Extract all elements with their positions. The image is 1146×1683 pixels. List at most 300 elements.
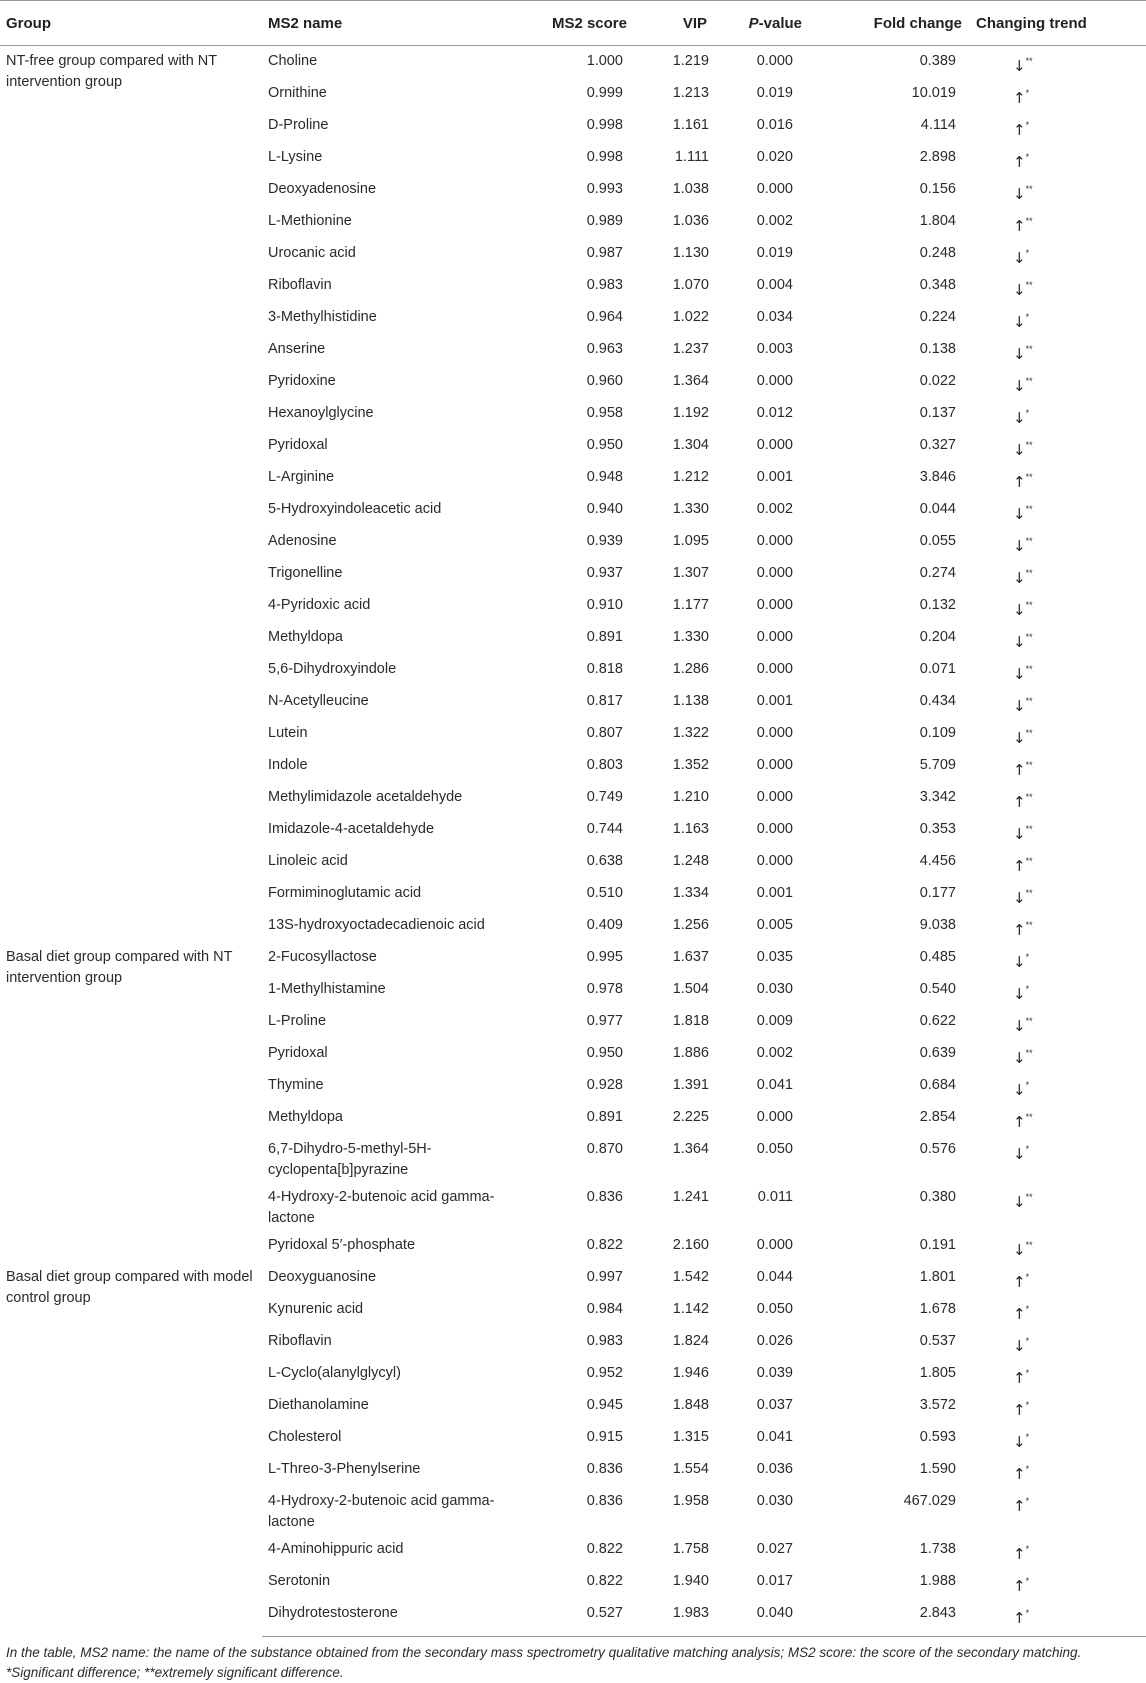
arrow-down-icon: ↓ [1013,1049,1026,1067]
fold-change-cell: 4.114 [920,117,956,133]
footnote-significance: *Significant difference; **extremely significant difference. [6,1665,344,1680]
ms2-name-cell: Trigonelline [268,565,343,581]
vip-cell: 1.940 [672,1573,709,1589]
changing-trend-cell [976,1598,1146,1637]
changing-trend-cell [976,238,1146,270]
ms2-score-cell: 0.995 [586,949,623,965]
p-value-cell: 0.001 [756,885,793,901]
table-row [0,46,1146,79]
fold-change-cell: 0.177 [919,885,956,901]
changing-trend-cell [976,846,1146,878]
vip-cell: 1.886 [672,1045,709,1061]
ms2-name-cell: Pyridoxal [268,437,328,453]
arrow-down-icon: ↓ [1013,1193,1026,1211]
significance-marker: * [1025,1576,1030,1586]
significance-marker: ** [1025,696,1033,706]
ms2-score-cell: 0.983 [586,1333,623,1349]
arrow-down-icon: ↓ [1013,729,1026,747]
ms2-name-cell: 3-Methylhistidine [268,309,377,325]
arrow-down-icon: ↓ [1013,633,1026,651]
ms2-name-cell: Kynurenic acid [268,1301,364,1317]
fold-change-cell: 0.138 [919,341,956,357]
ms2-score-cell: 0.409 [586,917,623,933]
arrow-up-icon: ↑ [1013,1113,1026,1131]
arrow-up-icon: ↑ [1013,1497,1026,1515]
fold-change-cell: 0.137 [919,405,956,421]
vip-cell: 1.364 [672,1141,709,1157]
fold-change-cell: 1.805 [919,1365,956,1381]
fold-change-cell: 3.342 [919,789,956,805]
changing-trend-cell [976,142,1146,174]
significance-marker: * [1025,1400,1030,1410]
significance-marker: * [1025,1496,1030,1506]
ms2-score-cell: 0.998 [586,117,623,133]
fold-change-cell: 0.576 [919,1141,956,1157]
ms2-name-cell: L-Arginine [268,469,335,485]
vip-cell: 1.248 [672,853,709,869]
vip-cell: 1.213 [672,85,709,101]
p-value-cell: 0.035 [756,949,793,965]
ms2-score-cell: 0.807 [586,725,623,741]
fold-change-cell: 0.132 [919,597,956,613]
group-label: NT-free group compared with NT intervention group [6,53,217,90]
arrow-up-icon: ↑ [1013,1545,1026,1563]
changing-trend-cell [976,1102,1146,1134]
changing-trend-cell [976,366,1146,398]
ms2-score-cell: 0.510 [586,885,623,901]
ms2-name-cell: 2-Fucosyllactose [268,949,377,965]
p-value-cell: 0.003 [756,341,793,357]
ms2-name-cell: 5,6-Dihydroxyindole [268,661,397,677]
ms2-name-cell: Riboflavin [268,277,332,293]
fold-change-cell: 0.224 [919,309,956,325]
p-value-cell: 0.002 [756,501,793,517]
p-value-cell: 0.001 [756,469,793,485]
ms2-name-cell: Thymine [268,1077,324,1093]
vip-cell: 1.022 [672,309,709,325]
changing-trend-cell [976,1326,1146,1358]
arrow-up-icon: ↑ [1013,473,1026,491]
fold-change-cell: 9.038 [919,917,956,933]
ms2-name-cell: Pyridoxal 5′-phosphate [268,1237,416,1253]
ms2-score-cell: 0.952 [586,1365,623,1381]
fold-change-cell: 0.327 [919,437,956,453]
fold-change-cell: 0.044 [919,501,956,517]
ms2-name-cell: L-Cyclo(alanylglycyl) [268,1365,401,1381]
ms2-score-cell: 0.928 [586,1077,623,1093]
changing-trend-cell [976,430,1146,462]
ms2-score-cell: 0.963 [586,341,623,357]
significance-marker: ** [1025,184,1033,194]
ms2-score-cell: 0.915 [586,1429,623,1445]
ms2-score-cell: 0.964 [586,309,623,325]
ms2-score-cell: 0.940 [586,501,623,517]
ms2-name-cell: 1-Methylhistamine [268,981,386,997]
vip-cell: 1.330 [672,629,709,645]
arrow-down-icon: ↓ [1013,537,1026,555]
ms2-score-cell: 0.945 [586,1397,623,1413]
ms2-score-cell: 0.977 [586,1013,623,1029]
table-header-row [0,1,1146,46]
changing-trend-cell [976,398,1146,430]
arrow-down-icon: ↓ [1013,1081,1026,1099]
significance-marker: ** [1025,536,1033,546]
significance-marker: ** [1025,792,1033,802]
changing-trend-cell [976,270,1146,302]
ms2-score-cell: 0.527 [512,1598,643,1637]
vip-cell: 1.237 [672,341,709,357]
changing-trend-cell [976,718,1146,750]
ms2-name-cell: L-Proline [268,1013,327,1029]
ms2-score-cell: 0.836 [586,1493,623,1509]
significance-marker: ** [1025,504,1033,514]
p-value-cell: 0.041 [756,1429,793,1445]
significance-marker: ** [1025,760,1033,770]
ms2-score-cell: 0.891 [586,629,623,645]
arrow-down-icon: ↓ [1013,697,1026,715]
p-value-cell: 0.000 [756,53,793,69]
ms2-score-cell: 0.744 [586,821,623,837]
changing-trend-cell [976,1566,1146,1598]
ms2-name-cell: Methylimidazole acetaldehyde [268,789,463,805]
changing-trend-cell [976,334,1146,366]
ms2-score-cell: 0.910 [586,597,623,613]
p-value-cell: 0.019 [756,85,793,101]
arrow-down-icon: ↓ [1013,1433,1026,1451]
arrow-down-icon: ↓ [1013,505,1026,523]
ms2-score-cell: 0.822 [586,1237,623,1253]
fold-change-cell: 0.191 [919,1237,956,1253]
significance-marker: ** [1025,856,1033,866]
ms2-name-cell: Diethanolamine [268,1397,369,1413]
significance-marker: ** [1025,376,1033,386]
significance-marker: * [1025,1336,1030,1346]
fold-change-cell: 0.380 [919,1189,956,1205]
arrow-down-icon: ↓ [1013,985,1026,1003]
vip-cell: 1.177 [672,597,709,613]
arrow-down-icon: ↓ [1013,1017,1026,1035]
ms2-name-cell: Formiminoglutamic acid [268,885,422,901]
vip-cell: 1.095 [672,533,709,549]
arrow-down-icon: ↓ [1013,57,1026,75]
ms2-score-cell: 0.638 [586,853,623,869]
ms2-name-cell: Adenosine [268,533,337,549]
p-value-cell: 0.026 [756,1333,793,1349]
changing-trend-cell [976,1182,1146,1230]
significance-marker: ** [1025,1112,1033,1122]
p-value-cell: 0.000 [756,1109,793,1125]
fold-change-cell: 0.593 [919,1429,956,1445]
p-value-cell: 0.000 [756,821,793,837]
vip-cell: 1.352 [672,757,709,773]
arrow-up-icon: ↑ [1013,793,1026,811]
significance-marker: ** [1025,1016,1033,1026]
p-value-cell: 0.000 [756,373,793,389]
ms2-name-cell: Imidazole-4-acetaldehyde [268,821,435,837]
fold-change-cell: 0.071 [919,661,956,677]
vip-cell: 1.391 [672,1077,709,1093]
ms2-score-cell: 0.836 [586,1189,623,1205]
vip-cell: 1.111 [674,149,709,165]
arrow-up-icon: ↑ [1013,1273,1026,1291]
p-value-cell: 0.001 [756,693,793,709]
arrow-up-icon: ↑ [1013,921,1026,939]
fold-change-cell: 2.898 [919,149,956,165]
ms2-name-cell: Methyldopa [268,1109,343,1125]
ms2-name-cell: Dihydrotestosterone [262,1598,512,1637]
ms2-score-cell: 0.950 [586,437,623,453]
fold-change-cell: 1.678 [919,1301,956,1317]
vip-cell: 1.637 [672,949,709,965]
group-label: Basal diet group compared with model control group [6,1269,253,1306]
ms2-name-cell: Deoxyguanosine [268,1269,377,1285]
changing-trend-cell [976,622,1146,654]
fold-change-cell: 0.348 [919,277,956,293]
arrow-up-icon: ↑ [1013,1577,1026,1595]
fold-change-cell: 0.622 [919,1013,956,1029]
fold-change-cell: 0.434 [919,693,956,709]
arrow-down-icon: ↓ [1013,1337,1026,1355]
fold-change-cell: 0.540 [919,981,956,997]
changing-trend-cell [976,910,1146,942]
ms2-name-cell: D-Proline [268,117,329,133]
fold-change-cell: 5.709 [919,757,956,773]
p-value-cell: 0.004 [756,277,793,293]
significance-marker: * [1025,152,1030,162]
arrow-down-icon: ↓ [1013,185,1026,203]
arrow-down-icon: ↓ [1013,601,1026,619]
p-value-cell: 0.000 [756,533,793,549]
ms2-score-cell: 0.749 [586,789,623,805]
changing-trend-cell [976,590,1146,622]
vip-cell: 2.160 [672,1237,709,1253]
p-value-cell: 0.000 [756,661,793,677]
vip-cell: 1.241 [672,1189,709,1205]
significance-marker: ** [1025,568,1033,578]
ms2-name-cell: Pyridoxal [268,1045,328,1061]
significance-marker: ** [1025,632,1033,642]
header-ms2-score: MS2 score [512,1,643,46]
p-value-cell: 0.030 [756,981,793,997]
changing-trend-cell [976,974,1146,1006]
fold-change-cell: 1.590 [919,1461,956,1477]
changing-trend-cell [976,1486,1146,1534]
significance-marker: ** [1025,216,1033,226]
p-value-cell: 0.020 [756,149,793,165]
arrow-down-icon: ↓ [1013,313,1026,331]
changing-trend-cell [976,1390,1146,1422]
arrow-down-icon: ↓ [1013,1145,1026,1163]
ms2-name-cell: 6,7-Dihydro-5-methyl-5H-cyclopenta[b]pyrazine [268,1141,432,1178]
fold-change-cell: 3.572 [919,1397,956,1413]
fold-change-cell: 0.248 [919,245,956,261]
vip-cell: 1.036 [672,213,709,229]
vip-cell: 1.364 [672,373,709,389]
changing-trend-cell [976,1038,1146,1070]
arrow-down-icon: ↓ [1013,409,1026,427]
ms2-name-cell: L-Threo-3-Phenylserine [268,1461,421,1477]
changing-trend-cell [976,1070,1146,1102]
arrow-down-icon: ↓ [1013,441,1026,459]
arrow-down-icon: ↓ [1013,1241,1026,1259]
arrow-up-icon: ↑ [1013,1401,1026,1419]
ms2-name-cell: L-Methionine [268,213,352,229]
ms2-score-cell: 0.817 [586,693,623,709]
arrow-down-icon: ↓ [1013,953,1026,971]
ms2-score-cell: 0.998 [586,149,623,165]
header-ms2-name: MS2 name [262,1,512,46]
ms2-score-cell: 0.948 [586,469,623,485]
fold-change-cell: 0.156 [919,181,956,197]
header-p-value [725,1,813,46]
fold-change-cell: 1.738 [919,1541,956,1557]
p-value-cell: 0.000 [756,181,793,197]
changing-trend-cell [976,78,1146,110]
footnote-definitions: In the table, MS2 name: the name of the substance obtained from the secondary mass spectrometry qualitative matching analysis; MS2 score: the score of the secondary matching. [6,1645,1082,1660]
p-value-cell: 0.012 [756,405,793,421]
changing-trend-cell [976,814,1146,846]
fold-change-cell: 1.801 [919,1269,956,1285]
p-value-cell: 0.000 [756,565,793,581]
table-footnote [0,1637,1146,1683]
significance-marker: ** [1025,1048,1033,1058]
header-p-suffix: -value [758,14,802,32]
significance-marker: * [1025,1432,1030,1442]
significance-marker: ** [1025,56,1033,66]
table-row [0,1262,1146,1294]
significance-marker: * [1025,312,1030,322]
vip-cell: 1.330 [672,501,709,517]
ms2-score-cell: 0.822 [586,1573,623,1589]
arrow-up-icon: ↑ [1013,1465,1026,1483]
fold-change-cell: 467.029 [903,1493,956,1509]
arrow-down-icon: ↓ [1013,665,1026,683]
changing-trend-cell [976,526,1146,558]
changing-trend-cell [976,1006,1146,1038]
p-value-cell: 0.050 [756,1141,793,1157]
arrow-down-icon: ↓ [1013,377,1026,395]
arrow-up-icon: ↑ [1013,121,1026,139]
ms2-score-cell: 0.891 [586,1109,623,1125]
p-value-cell: 0.050 [756,1301,793,1317]
ms2-score-cell: 0.836 [586,1461,623,1477]
significance-marker: * [1025,88,1030,98]
vip-cell: 1.070 [672,277,709,293]
ms2-score-cell: 0.993 [586,181,623,197]
vip-cell: 1.946 [672,1365,709,1381]
p-value-cell: 0.000 [756,1237,793,1253]
significance-marker: * [1025,1464,1030,1474]
changing-trend-cell [976,1534,1146,1566]
p-value-cell: 0.009 [756,1013,793,1029]
significance-marker: ** [1025,344,1033,354]
vip-cell: 1.315 [672,1429,709,1445]
ms2-score-cell: 0.984 [586,1301,623,1317]
changing-trend-cell [976,654,1146,686]
fold-change-cell: 1.804 [919,213,956,229]
significance-marker: ** [1025,920,1033,930]
p-value-cell: 0.030 [756,1493,793,1509]
p-value-cell: 0.044 [756,1269,793,1285]
ms2-score-cell: 0.987 [586,245,623,261]
vip-cell: 1.334 [672,885,709,901]
ms2-name-cell: Methyldopa [268,629,343,645]
p-value-cell: 0.034 [756,309,793,325]
p-value-cell: 0.019 [756,245,793,261]
significance-marker: ** [1025,824,1033,834]
ms2-name-cell: Indole [268,757,308,773]
ms2-score-cell: 0.822 [586,1541,623,1557]
significance-marker: * [1025,1304,1030,1314]
vip-cell: 1.304 [672,437,709,453]
header-p-italic: P [748,14,759,32]
ms2-score-cell: 0.999 [586,85,623,101]
significance-marker: ** [1025,440,1033,450]
fold-change-cell: 3.846 [919,469,956,485]
ms2-name-cell: 4-Hydroxy-2-butenoic acid gamma-lactone [268,1493,495,1530]
vip-cell: 1.504 [672,981,709,997]
p-value-cell: 0.017 [756,1573,793,1589]
ms2-name-cell: Serotonin [268,1573,331,1589]
fold-change-cell: 0.389 [919,53,956,69]
arrow-down-icon: ↓ [1013,345,1026,363]
ms2-score-cell: 0.989 [586,213,623,229]
changing-trend-cell [976,206,1146,238]
arrow-down-icon: ↓ [1013,569,1026,587]
ms2-name-cell: 4-Aminohippuric acid [268,1541,404,1557]
p-value-cell: 0.016 [756,117,793,133]
arrow-up-icon: ↑ [1013,857,1026,875]
header-changing-trend: Changing trend [976,1,1146,46]
p-value-cell: 0.000 [756,789,793,805]
vip-cell: 1.958 [672,1493,709,1509]
significance-marker: ** [1025,1240,1033,1250]
significance-marker: * [1025,408,1030,418]
fold-change-cell: 1.988 [919,1573,956,1589]
ms2-name-cell: Linoleic acid [268,853,348,869]
p-value-cell: 0.040 [725,1598,813,1637]
vip-cell: 1.163 [672,821,709,837]
fold-change-cell: 0.684 [919,1077,956,1093]
p-value-cell: 0.002 [756,213,793,229]
changing-trend-cell [976,1454,1146,1486]
ms2-score-cell: 0.939 [586,533,623,549]
header-fold-change: Fold change [813,1,976,46]
fold-change-cell: 0.204 [919,629,956,645]
p-value-cell: 0.039 [756,1365,793,1381]
ms2-name-cell: 5-Hydroxyindoleacetic acid [268,501,442,517]
arrow-up-icon: ↑ [1013,153,1026,171]
p-value-cell: 0.011 [757,1189,793,1205]
p-value-cell: 0.036 [756,1461,793,1477]
ms2-score-cell: 1.000 [586,53,623,69]
ms2-name-cell: Deoxyadenosine [268,181,377,197]
changing-trend-cell [976,782,1146,814]
fold-change-cell: 2.854 [919,1109,956,1125]
changing-trend-cell [976,1422,1146,1454]
ms2-name-cell: L-Lysine [268,149,323,165]
fold-change-cell: 0.274 [919,565,956,581]
significance-marker: ** [1025,472,1033,482]
significance-marker: * [1025,1544,1030,1554]
ms2-name-cell: Hexanoylglycine [268,405,374,421]
ms2-score-cell: 0.870 [586,1141,623,1157]
vip-cell: 1.161 [672,117,709,133]
arrow-up-icon: ↑ [1013,1305,1026,1323]
changing-trend-cell [976,558,1146,590]
changing-trend-cell [976,1262,1146,1294]
group-label: Basal diet group compared with NT intervention group [6,949,233,986]
